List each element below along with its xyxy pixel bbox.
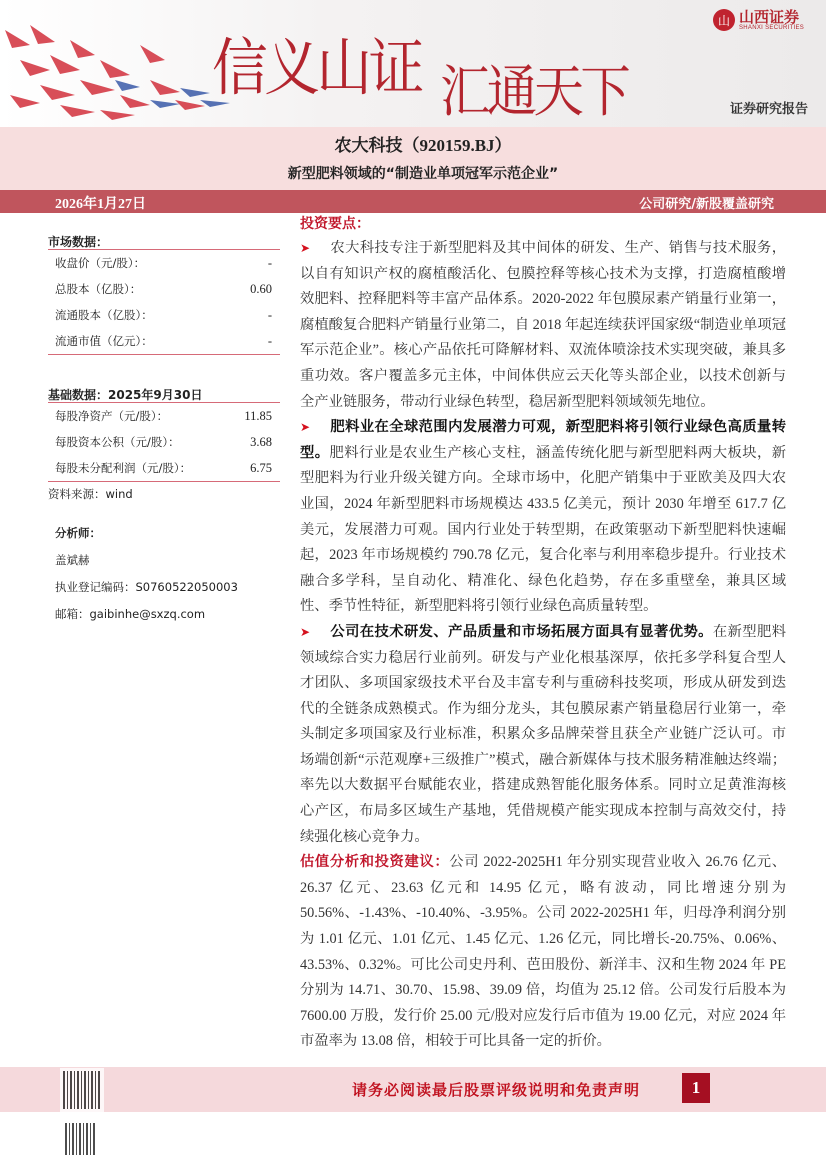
logo-text-en: SHANXI SECURITIES bbox=[739, 25, 805, 31]
data-row bbox=[48, 302, 280, 328]
row-value: - bbox=[267, 255, 272, 270]
row-value: 3.68 bbox=[250, 434, 272, 449]
paragraph-text: 公司 2022-2025H1 年分别实现营业收入 26.76 亿元、26.37 亿元、23.63 亿元和 14.95 亿元，略有波动，同比增速分别为 50.56%、-1.43%、-10.40%、-3.95%。公司 2022-2025H1 年，归母净利润分别为 1.01 亿元、1.01 亿元、1.45 亿元、1.26 亿元，同比增长-20.75%、0.06%、43.53%、0.32%。可比公司史丹利、芭田股份、新洋丰、汉和生物 2024 年 PE 分别为 14.71、30.70、15.98、39.09 倍，均值为 25.12 倍。公司发行后股本为 7600.00 万股，发行价 25.00 元/股对应发行后市值为 19.00 亿元，对应 2024 年市盈率为 13.08 倍，相较于可比具备一定的折价。 bbox=[300, 854, 787, 1050]
investment-highlights bbox=[300, 214, 786, 1055]
paragraph-lead: 公司在技术研发、产品质量和市场拓展方面具有显著优势。 bbox=[330, 623, 713, 640]
analyst-section bbox=[48, 520, 280, 628]
section-heading: 投资要点： bbox=[300, 217, 370, 232]
market-data-section bbox=[48, 233, 280, 355]
logo-text: 山西证券 bbox=[739, 8, 800, 26]
disclaimer-notice: 请务必阅读最后股票评级说明和免责声明 bbox=[352, 1083, 641, 1099]
row-label: 每股净资产（元/股）： bbox=[55, 409, 169, 423]
qr-code-icon[interactable] bbox=[60, 1068, 104, 1112]
row-label: 每股未分配利润（元/股）： bbox=[55, 461, 192, 475]
row-label: 流通股本（亿股）： bbox=[55, 308, 153, 322]
data-source: 资料来源：wind bbox=[48, 487, 133, 501]
report-category: 公司研究/新股覆盖研究 bbox=[639, 197, 774, 212]
bullet-arrow-icon: ➤ bbox=[300, 241, 311, 255]
valuation-label: 估值分析和投资建议： bbox=[300, 854, 450, 871]
slogan-1: 信义山证 bbox=[212, 31, 421, 104]
report-title: 农大科技（920159.BJ） bbox=[334, 136, 512, 155]
logo-emblem-icon: 山 bbox=[713, 9, 735, 31]
analyst-email[interactable]: 邮箱：gaibinhe@sxzq.com bbox=[55, 607, 206, 621]
data-row bbox=[48, 328, 280, 354]
bullet-arrow-icon: ➤ bbox=[300, 624, 311, 639]
row-label: 每股资本公积（元/股）： bbox=[55, 435, 180, 449]
row-label: 收盘价（元/股）： bbox=[55, 256, 146, 270]
report-type: 证券研究报告 bbox=[729, 102, 808, 117]
data-row bbox=[48, 403, 280, 429]
basic-data-heading: 基础数据：2025年9月30日 bbox=[48, 388, 203, 402]
report-subtitle: 新型肥料领域的“制造业单项冠军示范企业” bbox=[287, 166, 559, 182]
row-value: - bbox=[267, 307, 272, 322]
row-label: 流通市值（亿元）： bbox=[55, 334, 153, 348]
data-row bbox=[48, 429, 280, 455]
row-value: 0.60 bbox=[250, 281, 272, 296]
row-value: - bbox=[267, 333, 272, 348]
highlight-paragraph bbox=[300, 620, 786, 850]
row-value: 11.85 bbox=[244, 408, 272, 423]
paragraph-text: 在新型肥料领域综合实力稳居行业前列。研发与产业化根基深厚，依托多学科复合型人才团队、多项国家级技术平台及丰富专利与重磅科技奖项，形成从研发到迭代的全链条成熟模式。作为细分龙头，其包膜尿素产销量稳居行业第一，牵头制定多项国家及行业标准，积累众多品牌荣誉且获全产业链广泛认可。市场端创新“示范观摩+三级推广”模式，融合新媒体与技术服务精准触达终端；率先以大数据平台赋能农业，搭建成熟智能化服务体系。同时立足黄淮海核心产区，布局多区域生产基地，凭借规模产能实现成本控制与高效交付，持续强化核心竞争力。 bbox=[300, 623, 787, 845]
data-row bbox=[48, 455, 280, 481]
highlight-paragraph bbox=[300, 236, 786, 415]
analyst-heading: 分析师： bbox=[55, 526, 101, 540]
page-number: 1 bbox=[682, 1073, 710, 1103]
analyst-name: 盖斌赫 bbox=[55, 553, 90, 567]
bullet-arrow-icon: ➤ bbox=[300, 420, 311, 435]
row-label: 总股本（亿股）： bbox=[55, 282, 142, 296]
data-row bbox=[48, 276, 280, 302]
highlight-paragraph bbox=[300, 415, 786, 620]
paragraph-text: 农大科技专注于新型肥料及其中间体的研发、生产、销售与技术服务，以自有知识产权的腐植酸活化、包膜控释等核心技术为支撑，打造腐植酸增效肥料、控释肥料等丰富产品体系。2020-2022 年包膜尿素产销量行业第一，腐植酸复合肥料产销量行业第二，自 2018 年起连续获评国家级“制造业单项冠军示范企业”。核心产品依托可降解材料、双流体喷涂技术实现突破，兼具多重功效。客户覆盖多元主体，中间体供应云天化等头部企业，以技术创新与全产业链服务，带动行业绿色转型，稳居新型肥料领域领先地位。 bbox=[300, 240, 786, 410]
divider bbox=[48, 354, 280, 355]
slogan-2: 汇通天下 bbox=[440, 60, 628, 125]
valuation-paragraph bbox=[300, 850, 786, 1055]
data-row bbox=[48, 250, 280, 276]
paragraph-lead: 肥料业在全球范围内发展潜力可观，新型肥料将引领行业绿色高质量转型。 bbox=[300, 419, 786, 461]
basic-data-section bbox=[48, 386, 280, 506]
row-value: 6.75 bbox=[250, 460, 272, 475]
report-date: 2026年1月27日 bbox=[55, 197, 146, 212]
arrows-graphic bbox=[0, 0, 240, 127]
paragraph-text: 肥料行业是农业生产核心支柱，涵盖传统化肥与新型肥料两大板块，新型肥料为行业升级关键方向。全球市场中，化肥产销集中于亚欧美及四大农业国，2024 年新型肥料市场规模达 433.5 亿美元，预计 2030 年增至 617.7 亿美元，发展潜力可观。国内行业处于转型期，在政策驱动下新型肥料快速崛起，2023 年市场规模约 790.78 亿元，复合化率与利用率稳步提升。行业技术融合多学科，呈自动化、精准化、绿色化趋势，存在多重壁垒，兼具区域性、季节性特征，新型肥料将引领行业绿色高质量转型。 bbox=[300, 444, 786, 615]
analyst-code: 执业登记编码：S0760522050003 bbox=[55, 580, 238, 594]
company-logo bbox=[713, 9, 804, 31]
qr-code-icon[interactable] bbox=[62, 1120, 100, 1158]
header-banner bbox=[0, 0, 826, 127]
market-data-heading: 市场数据： bbox=[48, 235, 109, 249]
